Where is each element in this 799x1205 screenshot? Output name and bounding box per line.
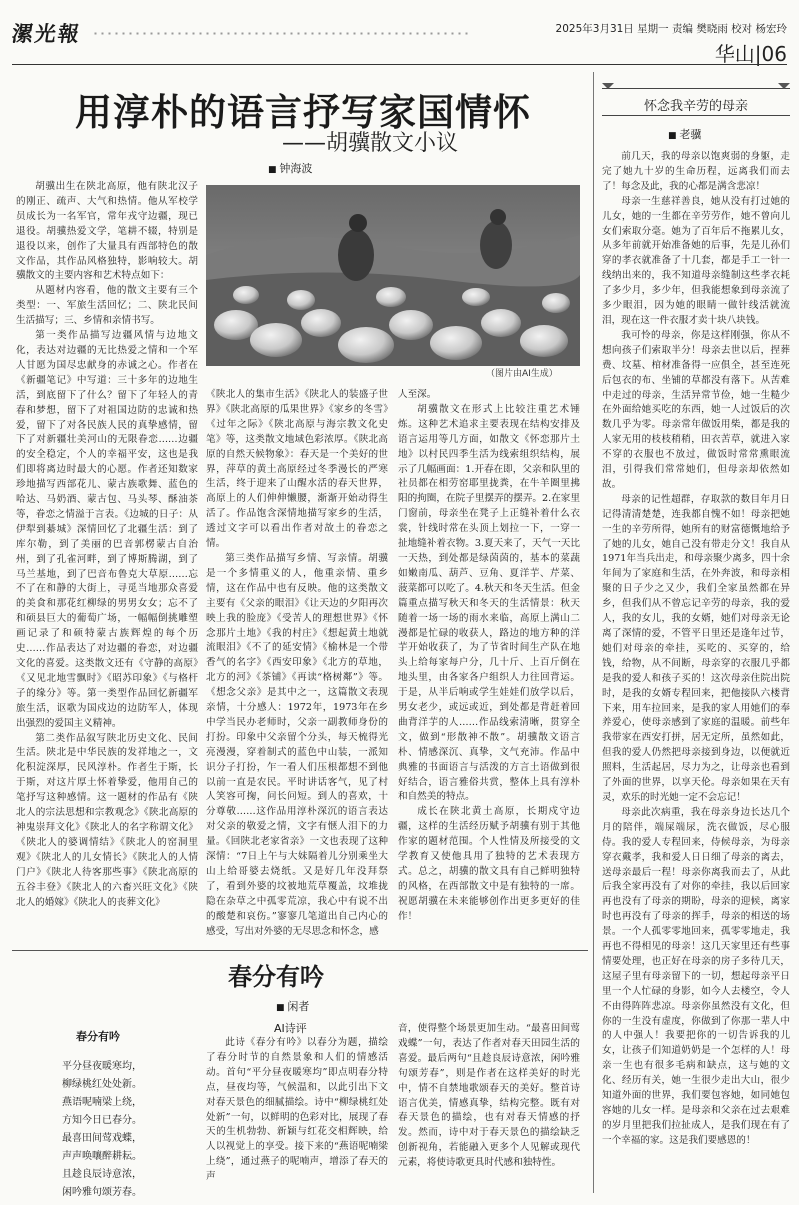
sidebar-byline: ■ 老骥 [668,126,701,142]
paragraph: 成长在陕北黄土高原，长期戍守边疆，这样的生活经历赋予胡骥有别于其他作家的题材范围。个人性情及所接受的文学教育又使他具用了独特的艺术表现方式。总之，胡骥的散文具有自己鲜明独特的风格，在西部散文中是有独特的一席。祝愿胡骥在未来能够创作出更多更好的佳作！ [398,806,580,922]
poem-line: 平分昼夜暖寒均， [62,1061,142,1072]
poem-body [62,1058,142,1202]
poem-line: 声声唤嚷醉耕耘。 [62,1151,142,1162]
poetry-section-title: 春分有吟 [228,963,324,991]
paragraph: 从题材内容看，他的散文主要有三个类型：一、军旅生活回忆；二、陕北民间生活描写；三、乡情和亲情书写。 [16,285,198,327]
poem-line: 柳绿桃红处处新。 [62,1079,142,1090]
article-column-2 [206,388,388,937]
ai-comment-column-2 [398,1022,580,1198]
article-column-3 [398,388,580,920]
poetry-byline: ■ 闲者 [276,998,309,1014]
paragraph: 第三类作品描写乡情、写亲情。胡骥是一个多情重义的人，他重亲情、重乡情，这在作品中也有反映。他的这类散文主要有《父亲的眼泪》《让天边的夕阳再次映上我的脸庞》《受苦人的理想世界》《怀念那片土地》《我的村庄》《想起黄土地就流眼泪》《不了的延安情》《榆林是一个带香气的名字》《西安印象》《北方的草地，北方的河》《茶铺》《再读“格树鄰”》等。《想念父亲》是其中之一，这篇散文表现亲情，十分感人：1972年，1973年在乡中学当民办老师时，父亲一副教师身份的打扮。印象中父亲留个分头，每天梳得光亮漫漫，穿着制式的蓝色中山装，一派知识分子打扮，乍一看人们压根都想不到他以前一直是农民。平时讲话客气，见了村人笑容可掬，问长问短。到人的喜欢，十分尊敬……这作品用淳朴深沉的语言表达对父亲的敬爱之情，文字有惬人泪下的力量。《回陕北老家省亲》一文也表现了这种深情：“7日上午与大妹隔着儿分别乘坐大山上给哥婆去烧纸。又是好几年没拜祭了，看到外婆的坟被地荒草覆盖，坟堆拢隐在杂草之中孤零荒凉，我心中有说不出的酸楚和哀伤。”寥寥几笔道出自己内心的感受，写出对外婆的无尽思念和怀念，感 [206,552,388,937]
paragraph: 胡骥出生在陕北高原，他有陕北汉子的刚正、疏声、大气和热情。他从军校学员成长为一名军官，常年戎守边疆，现已退役。胡骥热爱文学，笔耕不辍，特别是退役以来，创作了大量具有西部特色的散文作品，其作品风格独特，影响较大。胡骥散文的主要内容和艺术特点如下： [16,181,198,282]
poem-line: 闲吟雅句颂芳春。 [62,1187,142,1198]
sidebar-column [602,150,790,1195]
article-byline: ■ 钟海波 [268,160,312,176]
article-title: 用淳朴的语言抒写家国情怀 [75,91,531,134]
sidebar-title: 怀念我辛劳的母亲 [643,99,748,114]
paragraph: 胡骥散文在形式上比较注重艺术锤炼。这种艺术追求主要表现在结构安排及语言运用等几方面，如散文《怀恋那片土地》以村民四季生活为线索组织结构，展示了几幅画面：1.开春在即，父亲和队里的社员都在相劳窑耶里拢粪，在牛羊圈里拂阳的拘圈，在院子里摆弄的摆弄。2.在家里门窗前，母亲坐在凳子上正缝补着什么衣裳，针线时常在头顶上划拉一下，一穿一扯地缝补着衣物。3.夏天来了，天气一天比一天热，到处都是绿茵茵的，基本的菜蔬如嫩南瓜、葫芦、豆角、夏洋芋、芹菜、菠菜都可以吃了。4.秋天和冬天生活。但金篇重点描写秋天和冬天的生活情景：秋天随着一场一场的雨水来临，高原上满山二漫都是忙碌的收获人，路边的地方种的洋芋开始收获了，为了节省时间生产队在地头上给每家每户分，几十斤、上百斤倒在地头里，由各家各户组织人力往回背运。于是，从半后响或学生娃娃们放学以后，男女老少，或远或近，到处都是背赶着回曲背洋芋的人……作品线索清晰，贯穿全文，做到“形散神不散”。胡骥散文语言朴、情感深沉、真挚，文气充沛。作品中典雅的书面语言与活泼的方言土语做到很好结合，语言雅俗共赏，整体上具有淳朴和自然美的特点。 [398,403,580,803]
poem-line: 燕语呢喃梁上绕， [62,1097,142,1108]
paragraph: 第一类作品描写边疆风情与边地文化，表达对边疆的无比热爱之情和一个军人甘愿为国尽忠献身的赤诚之心。作者在《新疆笔记》中写道：三十多年的边地生活，到底留下了什么？留下了年轻人的青春和梦想，留下了对祖国边防的忠诚和热爱，留下了对各民族人民的真挚感情，留下了对新疆壮美河山的无限眷恋……边疆的安全稳定，个人的幸福平安，这也是我们即将离边时最大的心愿。作者还知数家珍地描写西部花儿、蒙古族歌舞、蓝色的哈达、马奶酒、蒙古包、马头琴、酥油茶等，眷恋之情溢于言表。《边城的日子：从伊犁到綦城》深情回忆了北疆生活：到了库尔勒，到了美丽的巴音郭楞蒙古自治州，到了孔雀河畔，到了博斯腾湖，到了马兰基地，到了巴音布鲁克大草原……忘不了在和静的大街上，寻觅当地那众喜爱的美食和那花红柳绿的男男女女；忘不了和硕县巨大的葡萄广场，一幅幅倒挑雕塑画记录了和硕特蒙古族辉煌的每个历史……作品表达了对边疆的眷恋，对边疆文化的喜爱。这类散文还有《守静的高原》《又见北地雪飘时》《昭苏印象》《与格杆子的缘分》等。第一类型作品回忆新疆军旅生活，讴歌为国戍边的边防军人，体现出强烈的爱国主义精神。 [16,330,198,729]
article-subtitle: ——胡骥散文小议 [281,131,458,156]
sidebar-title-box [602,88,790,116]
paragraph: 《陕北人的集市生活》《陕北人的装盛子世界》《陕北高原的瓜果世界》《家乡的冬雪》《过年之际》《陕北高原与海宗教文化史笔》等，这类散文地域色彩浓厚。《陕北高原的自然天候物象》：春天是一个美好的世界，萍草的黄土高原经过冬季漫长的严寒生活，终于迎来了山醒水活的春天世界，高原上的人们伸伸懒腰，渐渐开始动得生活了。作品饱含深情地描写家乡的生活，透过文字可以看出作者对故土的眷恋之情。 [206,389,388,550]
paragraph: 人至深。 [398,389,437,400]
column-divider [593,72,594,1193]
paragraph: 母亲此次病重，我在母亲身边长达几个月的陪伴，端屎端尿，洗衣做饭，尽心服侍。我的爱人专程回来，侍候母亲，为母亲穿衣戴孝，我和爱人日日细了母亲的离去，送母亲最后一程！母亲你离我而去了，从此后我全家再没有了对你的牵挂，我以后回家再也没有了母亲的期盼，母亲的迎候，离家时也再没有了母亲的挥手，母亲的相送的场景。一个人孤零零地回来，孤零零地走，我再也不得相见的母亲！这几天家里还有些事情要处理，也正好在母亲的房子多待几天，这屋子里有母亲留下的一切，想起母亲平日里一个人忙碌的身影，如今人去楼空，令人不由得阵阵悲凉。母亲你虽然没有文化，但你的一生没有虚度，你做到了你那一辈人中的人中强人！我要把你的一切告诉我的儿女，让孩子们知道奶奶是一个怎样的人！母亲一生也有很多毛病和缺点，这与她的文化、经历有关，她一生很少走出大山，很少知道外面的世界，我们要包容她，如同她包容她的儿女一样。是母亲和父亲在过去艰难的岁月里把我们拉扯成人，是我们现在有了一个幸福的家。这是我们要感恩的！ [602,806,790,1146]
poem-title: 春分有吟 [76,1030,120,1043]
paragraph: 我可怜的母亲，你是这样刚强，你从不想向孩子们索取半分！母亲去世以后，捏葬费、坟墓、棺材准备得一应俱全，甚至连死后包衣的布、坐铺的草都没有落下。从苦难中走过的母亲，生活异常节俭，她一生糙少在外面给她买吃的东西，她一人过饭后的次数几乎为零。母亲常年做饭用柴，都是我的人家无用的枝枝稍稍，田衣苦草，就进入家不穿的衣服也不放过，做饭时常常熏眼流泪，引得我们常常她们，但母亲却依然如故。 [602,329,790,490]
ai-comment-column-1 [206,1036,388,1198]
article-photo [206,185,580,366]
paragraph: 音，使得整个场景更加生动。“最喜田间莺戏蝶”一句，表达了作者对春天田园生活的喜爱。最后两句“且趁良辰诗意浓，闲吟雅句颂芳春”，则是作者在这样美好的时光中，情不自禁地歌颂春天的美好。整首诗语言优美，情感真挚，结构完整。既有对春天景色的描绘，也有对春天情感的抒发。然而，诗中对于春天景色的描绘缺乏创新视角，若能融入更多个人见解或现代元素，将使诗歌更具时代感和独特性。 [398,1023,580,1169]
issue-info: 2025年3月31日 星期一 责编 樊晓雨 校对 杨宏玲 [555,23,787,35]
top-rule [12,64,787,65]
photo-caption: （图片由AI生成） [486,369,558,379]
poem-line: 且趁良辰诗意浓， [62,1169,142,1180]
masthead-dots [92,30,469,38]
article-column-1 [16,180,198,920]
ai-comment-title: AI诗评 [274,1022,307,1035]
page-number: 华山|06 [714,42,787,66]
paragraph: 前几天，我的母亲以饱爽弱的身躯，走完了她九十岁的生命历程，远离我们而去了！每念及此，我的心都是满含悲凉！ [602,151,790,192]
masthead-logo: 漯光報 [10,21,83,46]
paragraph: 第二类作品叙写陕北历史文化、民间生活。陕北是中华民族的发祥地之一，文化积淀深厚，民风淳朴。作者生于斯，长于斯，对这片厚土怀着挚爱，他用自己的笔抒写这种感情。这一题材的作品有《陕北人的宗法思想和宗教观念》《陕北高原的神鬼崇拜文化》《陕北人的名字称谓文化》《陕北人的婆调情结》《陕北人的窑洞里观》《陕北人的儿女情长》《陕北人的人情门户》《陕北人待客那些事》《陕北高原的五谷丰登》《陕北人的六畜兴旺文化》《陕北人的婚嫁》《陕北人的丧葬文化》 [16,732,198,908]
paragraph: 母亲一生慈祥善良，她从没有打过她的儿女，她的一生都在辛劳劳作，她不曾向儿女们索取分毫。她为了百年后不拖累儿女，从多年前就开始准备她的后事，先是儿孙们穿的孝衣就准备了十几套，都是手工一针一线纳出来的，我不知道母亲缝制这些孝衣耗了多少月，多少年，但我能想象到母亲流了多少眼泪，因为她的眼睛一做针线活就流泪，现在这一件衣服才卖十块八块钱。 [602,195,790,326]
paragraph: 此诗《春分有吟》以春分为题，描绘了春分时节的自然景象和人们的情感活动。首句“平分昼夜暖寒均”即点明春分特点，昼夜均等，气候温和，以此引出下文对春天景色的细腻描绘。诗中“柳绿桃红处处新”一句，以鲜明的色彩对比，展现了春天的生机勃勃、新颖与红花交相辉映，给人以视觉上的享受。接下来的“燕语呢喃梁上绕”，通过燕子的呢喃声，增添了春天的声 [206,1037,388,1183]
poem-line: 最喜田间莺戏蝶， [62,1133,142,1144]
poem-line: 方知今日已春分。 [62,1115,142,1126]
potato-harvest-image [206,185,580,366]
paragraph: 母亲的记性超群，存取款的数目年月日记得清清楚楚，连我都自愧不如！母亲把她一生的辛劳所得，她所有的财富德慨地给予了她的儿女，她自己没有带走分文！我自从1971年当兵出走，和母亲聚少离多，四十余年间为了家庭和生活，在外奔波，和母亲相聚的日子少之又少，我们全家虽然都在异乡，但我们从不曾忘记辛劳的母亲，我的爱人，我的女儿，我的女婿，她们对母亲无论离了深情的爱，不管平日里还是逢年过节，她们对母亲的牵挂，买吃的、买穿的，给钱，给物，从不间断，母亲穿的衣服几乎都是我的爱人和孩子买的！这次母亲住院出院时，是我的女婿专程回来，把他接队六楼背下来，用车拉回来，是我的家人用她们的奉养爱心，使母亲感到了家庭的温暖。前些年我带家在西安打拼，居无定所，虽然如此，但我的爱人仍然把母亲接到身边，以便就近照料，生活起居，尽力为之，让母亲也看到了外面的世界，以享天伦。母亲如果在天有灵，欢乐的时光她一定不会忘记！ [602,493,790,803]
section-rule [12,950,588,951]
